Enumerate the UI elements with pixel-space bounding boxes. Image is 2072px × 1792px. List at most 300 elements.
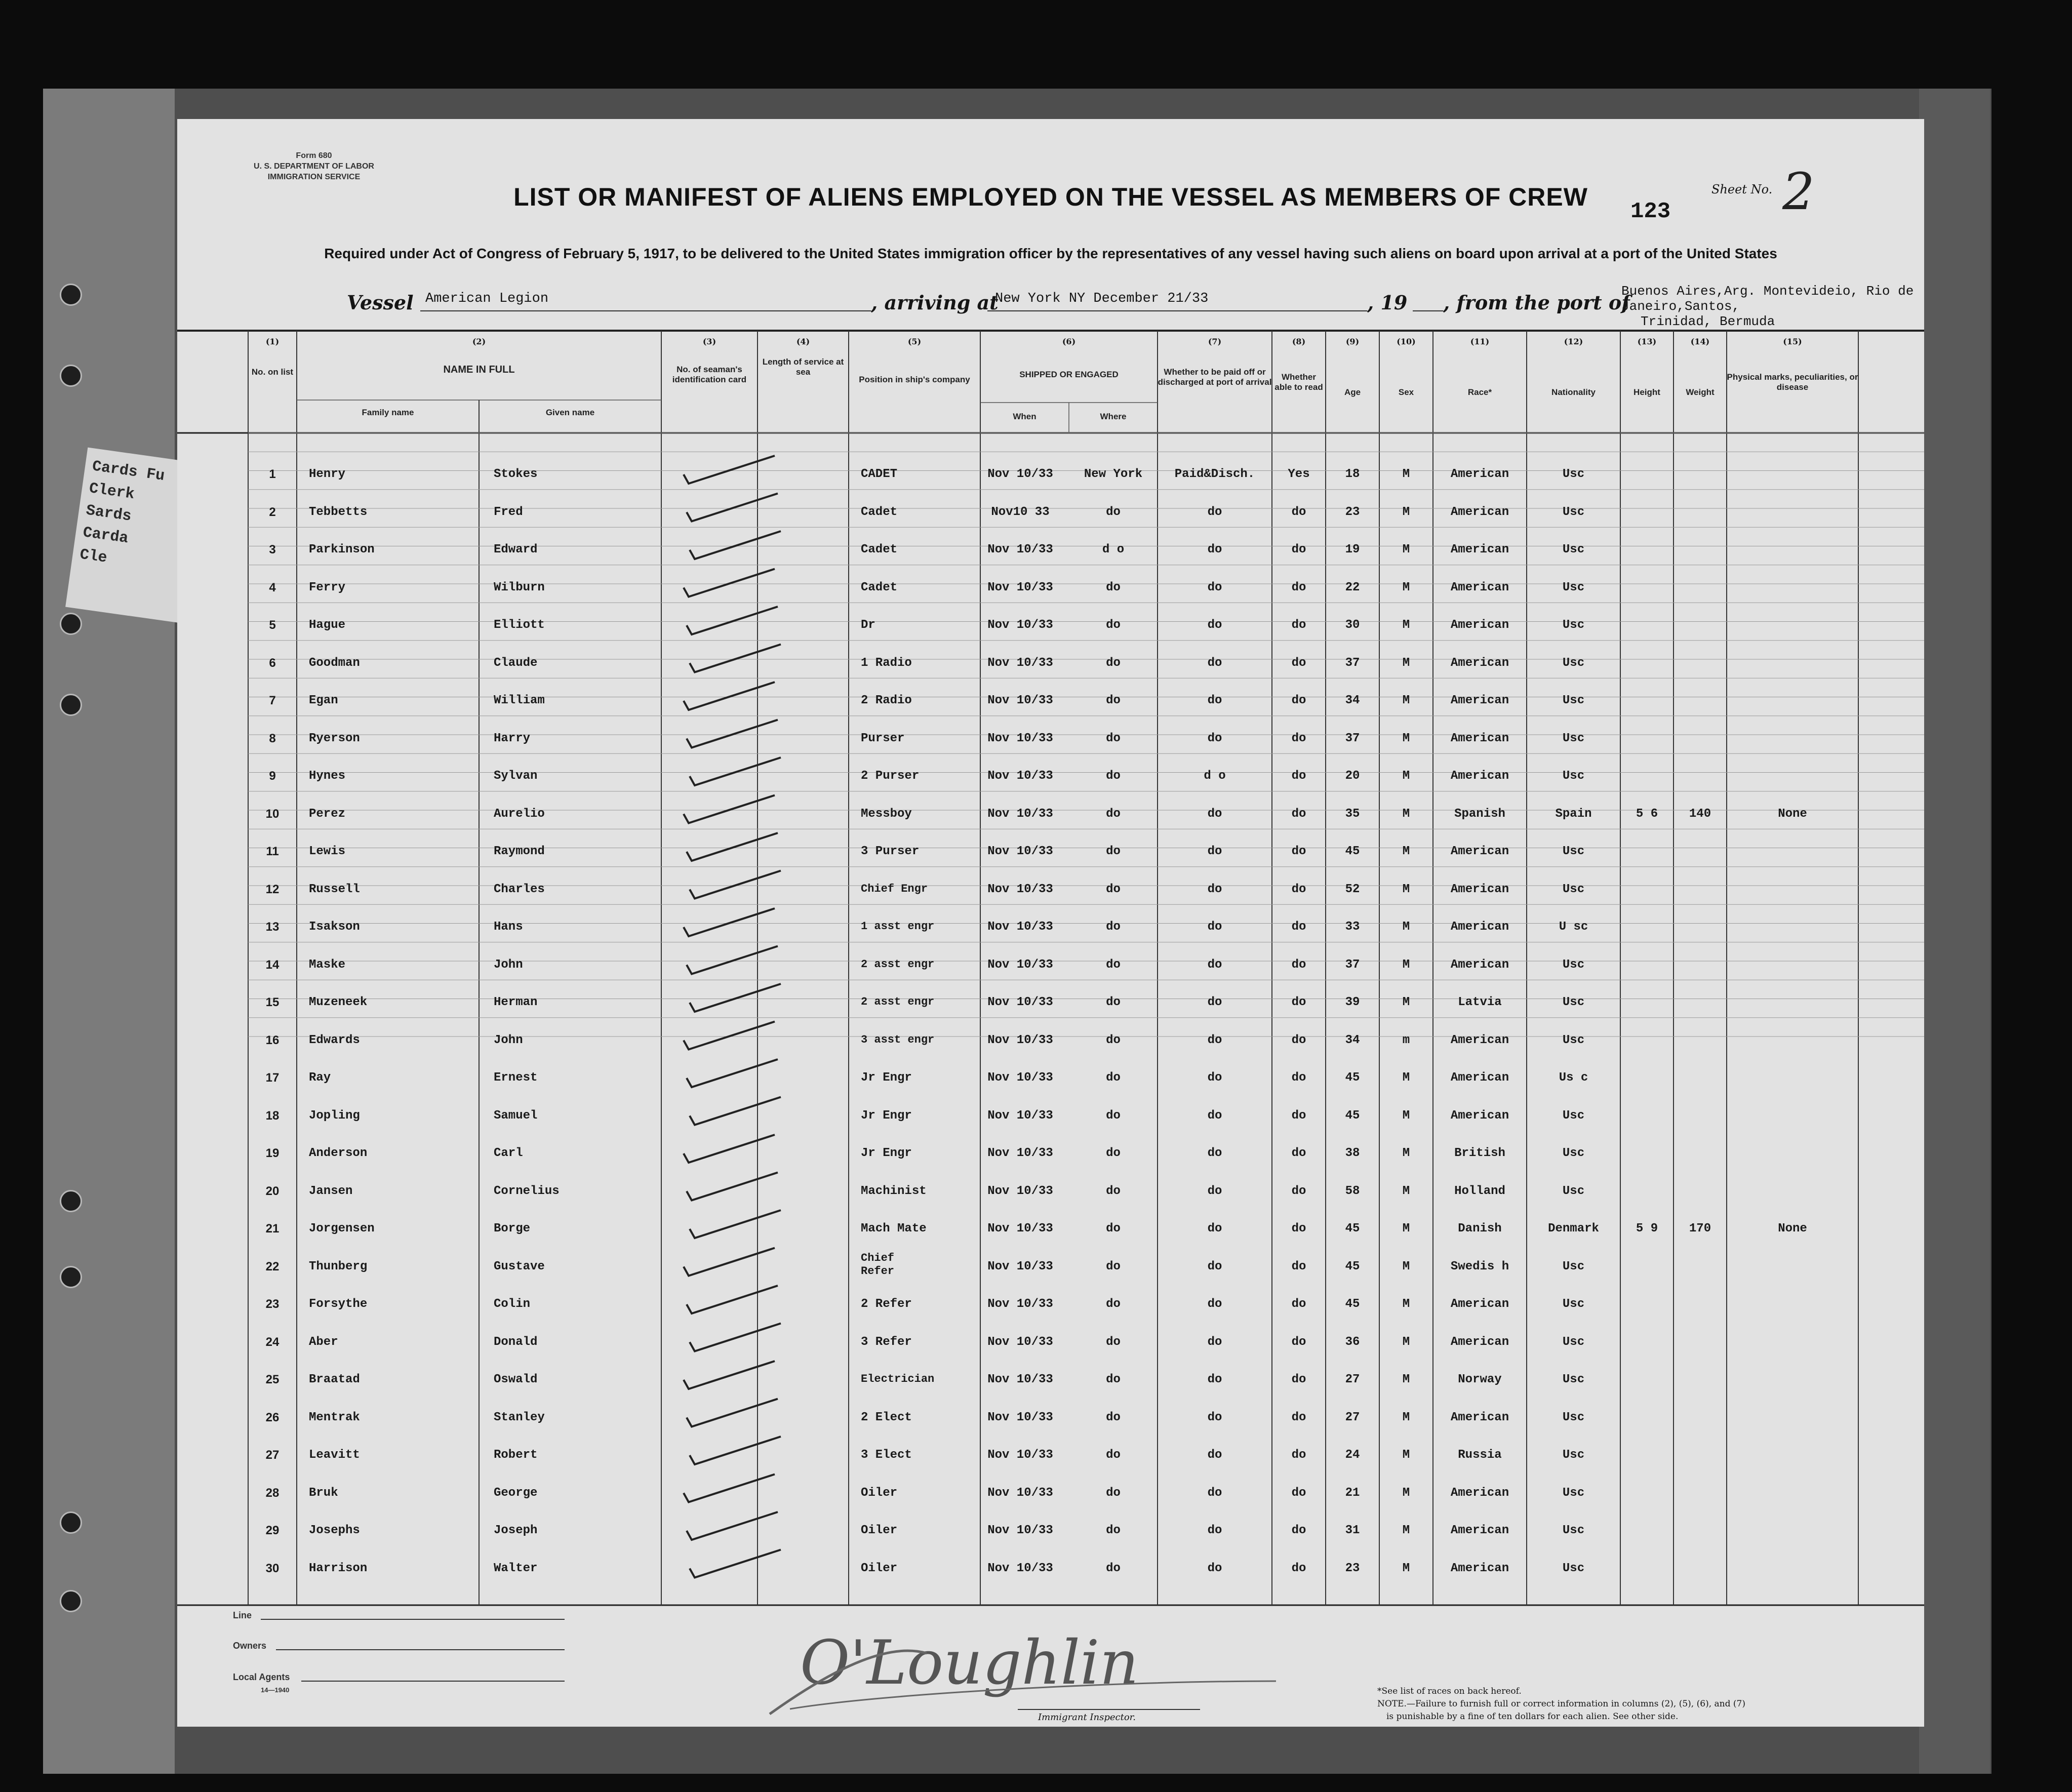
cell-able-to-read: do <box>1291 1297 1306 1311</box>
cell-no: 13 <box>265 920 280 934</box>
cell-age: 23 <box>1345 505 1360 519</box>
cell-when: Nov 10/33 <box>987 1146 1053 1160</box>
cell-no: 4 <box>269 580 276 594</box>
vessel-label: Vessel <box>347 291 414 314</box>
cell-paid-off: do <box>1207 1410 1222 1424</box>
cell-nationality: Usc <box>1562 1184 1585 1198</box>
cell-no: 7 <box>269 694 276 707</box>
cell-where: do <box>1106 1448 1121 1462</box>
cell-paid-off: do <box>1207 807 1222 821</box>
cell-paid-off: do <box>1207 1108 1222 1123</box>
cell-position: Electrician <box>861 1373 935 1385</box>
cell-race: American <box>1450 731 1509 745</box>
cell-able-to-read: do <box>1291 769 1306 783</box>
cell-when: Nov 10/33 <box>987 731 1053 745</box>
cell-sex: M <box>1402 618 1410 632</box>
cell-when: Nov 10/33 <box>987 467 1053 481</box>
cell-nationality: Usc <box>1562 882 1585 896</box>
cell-height: 5 6 <box>1636 807 1658 821</box>
signature-text: O'Loughlin <box>800 1633 1139 1698</box>
cell-position: CADET <box>861 467 898 481</box>
vessel-name: American Legion <box>425 291 549 306</box>
cell-nationality: Usc <box>1562 1448 1585 1462</box>
header-given-name: Given name <box>545 408 595 417</box>
cell-no: 9 <box>269 769 276 783</box>
cell-nationality: Usc <box>1562 1524 1585 1537</box>
cell-position: 2 Elect <box>861 1410 912 1424</box>
cell-position: Oiler <box>861 1524 898 1537</box>
checkmark <box>687 1286 778 1313</box>
cell-family-name: Ray <box>309 1071 331 1085</box>
cell-sex: M <box>1402 1108 1410 1123</box>
binder-hole <box>60 284 82 306</box>
header-length-of-service: Length of service at sea <box>762 357 844 377</box>
cell-age: 20 <box>1345 769 1360 783</box>
cell-given-name: George <box>494 1486 538 1500</box>
cell-nationality: Usc <box>1562 543 1585 556</box>
col-num-7: (7) <box>1208 337 1222 346</box>
cell-able-to-read: do <box>1291 1373 1306 1386</box>
cell-when: Nov 10/33 <box>987 1486 1053 1500</box>
cell-able-to-read: do <box>1291 1259 1306 1273</box>
cell-nationality: Usc <box>1562 845 1585 858</box>
cell-given-name: William <box>494 694 545 707</box>
cell-able-to-read: do <box>1291 656 1306 670</box>
col-num-11: (11) <box>1470 337 1490 346</box>
header-family-name: Family name <box>362 408 414 417</box>
checkmark <box>684 1135 775 1163</box>
cell-family-name: Leavitt <box>309 1448 360 1462</box>
binder-hole <box>60 613 82 635</box>
cell-given-name: Edward <box>494 543 538 556</box>
service-name: IMMIGRATION SERVICE <box>267 173 361 181</box>
checkmark <box>687 833 778 861</box>
cell-sex: m <box>1402 1033 1410 1047</box>
binder-hole <box>60 694 82 716</box>
cell-given-name: Harry <box>494 731 531 745</box>
cell-when: Nov 10/33 <box>987 1222 1053 1236</box>
cell-age: 18 <box>1345 467 1360 481</box>
cell-family-name: Jorgensen <box>309 1222 375 1236</box>
header-age: Age <box>1344 387 1361 397</box>
agents-underline <box>301 1681 565 1682</box>
cell-where: do <box>1106 580 1121 594</box>
cell-where: do <box>1106 1373 1121 1386</box>
cell-family-name: Thunberg <box>309 1259 368 1273</box>
cell-family-name: Harrison <box>309 1561 368 1575</box>
cell-able-to-read: do <box>1291 694 1306 707</box>
cell-family-name: Egan <box>309 694 338 707</box>
cell-where: do <box>1106 618 1121 632</box>
cell-family-name: Ferry <box>309 580 346 594</box>
cell-paid-off: do <box>1207 1184 1222 1198</box>
cell-no: 3 <box>269 543 276 556</box>
cell-able-to-read: do <box>1291 1524 1306 1537</box>
cell-sex: M <box>1402 845 1410 858</box>
cell-position: 2 Radio <box>861 694 912 707</box>
cell-able-to-read: do <box>1291 505 1306 519</box>
cell-where: do <box>1106 1184 1121 1198</box>
cell-nationality: Denmark <box>1548 1222 1599 1236</box>
from-port-label: , from the port of <box>1443 291 1630 314</box>
cell-position: 3 Purser <box>861 845 920 858</box>
cell-given-name: Fred <box>494 505 523 519</box>
cell-able-to-read: do <box>1291 920 1306 934</box>
stamp-line: Carda <box>82 524 130 548</box>
binder-hole <box>60 1266 82 1288</box>
cell-given-name: Colin <box>494 1297 531 1311</box>
cell-paid-off: d o <box>1204 769 1226 783</box>
cell-given-name: Donald <box>494 1335 538 1349</box>
cell-family-name: Josephs <box>309 1524 360 1537</box>
cell-able-to-read: do <box>1291 1184 1306 1198</box>
cell-given-name: Raymond <box>494 845 545 858</box>
header-no-on-list: No. on list <box>251 367 294 377</box>
cell-paid-off: do <box>1207 920 1222 934</box>
cell-position: 2 Refer <box>861 1297 912 1311</box>
cell-paid-off: do <box>1207 882 1222 896</box>
cell-paid-off: do <box>1207 1373 1222 1386</box>
cell-paid-off: do <box>1207 1071 1222 1085</box>
cell-where: do <box>1106 807 1121 821</box>
col-num-10: (10) <box>1397 337 1416 346</box>
cell-when: Nov 10/33 <box>987 1410 1053 1424</box>
cell-nationality: Usc <box>1562 1486 1585 1500</box>
cell-where: do <box>1106 769 1121 783</box>
col-num-14: (14) <box>1690 337 1710 346</box>
cell-no: 24 <box>265 1335 280 1349</box>
seaman-card-checkmarks <box>684 456 781 1578</box>
cell-sex: M <box>1402 882 1410 896</box>
cell-position: 3 Elect <box>861 1448 912 1462</box>
checkmark <box>684 1475 775 1502</box>
cell-when: Nov 10/33 <box>987 1259 1053 1273</box>
cell-sex: M <box>1402 505 1410 519</box>
checkmark <box>687 946 778 974</box>
cell-sex: M <box>1402 769 1410 783</box>
cell-family-name: Isakson <box>309 920 360 934</box>
cell-where: do <box>1106 694 1121 707</box>
cell-where: do <box>1106 958 1121 972</box>
cell-race: Holland <box>1454 1184 1505 1198</box>
cell-physical-marks: None <box>1778 807 1807 821</box>
cell-when: Nov 10/33 <box>987 882 1053 896</box>
cell-race: American <box>1450 543 1509 556</box>
cell-paid-off: do <box>1207 694 1222 707</box>
cell-weight: 140 <box>1689 807 1711 821</box>
cell-given-name: Herman <box>494 995 538 1009</box>
cell-where: do <box>1106 1297 1121 1311</box>
cell-sex: M <box>1402 694 1410 707</box>
cell-sex: M <box>1402 467 1410 481</box>
checkmark <box>684 456 775 484</box>
cell-age: 38 <box>1345 1146 1360 1160</box>
cell-age: 27 <box>1345 1410 1360 1424</box>
cell-sex: M <box>1402 1259 1410 1273</box>
year-label: , 19 <box>1367 291 1408 314</box>
cell-family-name: Lewis <box>309 845 346 858</box>
sheet-number: 2 <box>1782 162 1815 221</box>
cell-sex: M <box>1402 1561 1410 1575</box>
cell-age: 45 <box>1345 1222 1360 1236</box>
cell-given-name: Hans <box>494 920 523 934</box>
cell-when: Nov 10/33 <box>987 958 1053 972</box>
cell-sex: M <box>1402 1373 1410 1386</box>
cell-able-to-read: do <box>1291 1448 1306 1462</box>
checkmark <box>687 1059 778 1087</box>
cell-position: Jr Engr <box>861 1108 912 1123</box>
cell-no: 2 <box>269 505 276 519</box>
cell-when: Nov 10/33 <box>987 618 1053 632</box>
checkmark <box>690 1097 781 1125</box>
header-height: Height <box>1633 387 1660 397</box>
col-num-15: (15) <box>1783 337 1802 346</box>
checkmark <box>690 758 781 785</box>
cell-nationality: Usc <box>1562 694 1585 707</box>
cell-height: 5 9 <box>1636 1222 1658 1236</box>
footnote-penalty-1: NOTE.—Failure to furnish full or correct information in columns (2), (5), (6), and (7) <box>1377 1699 1745 1709</box>
cell-nationality: Spain <box>1555 807 1592 821</box>
cell-age: 34 <box>1345 694 1360 707</box>
cell-family-name: Aber <box>309 1335 338 1349</box>
cell-age: 30 <box>1345 618 1360 632</box>
cell-position: 2 asst engr <box>861 995 935 1008</box>
cell-given-name: Samuel <box>494 1108 538 1123</box>
cell-family-name: Mentrak <box>309 1410 360 1424</box>
cell-able-to-read: do <box>1291 1108 1306 1123</box>
from-ports-line-1: Buenos Aires,Arg. Montevideio, Rio de Janeiro,Santos, <box>1621 284 1914 314</box>
owners-label: Owners <box>233 1641 267 1651</box>
cell-no: 10 <box>265 807 280 821</box>
cell-sex: M <box>1402 731 1410 745</box>
cell-age: 45 <box>1345 1108 1360 1123</box>
binder-hole <box>60 1190 82 1212</box>
cell-where: do <box>1106 1259 1121 1273</box>
checkmark <box>690 1210 781 1238</box>
stamp-line: Cards Fu <box>91 458 166 486</box>
cell-position: Jr Engr <box>861 1071 912 1085</box>
cell-able-to-read: do <box>1291 995 1306 1009</box>
inspector-underline <box>1018 1709 1200 1710</box>
cell-family-name: Muzeneek <box>309 995 368 1009</box>
cell-no: 21 <box>265 1222 280 1236</box>
checkmark <box>690 984 781 1012</box>
checkmark <box>684 795 775 823</box>
cell-position: Cadet <box>861 543 898 556</box>
cell-no: 26 <box>265 1410 280 1424</box>
cell-nationality: Usc <box>1562 656 1585 670</box>
cell-no: 14 <box>265 958 280 972</box>
cell-age: 52 <box>1345 882 1360 896</box>
checkmark <box>684 1361 775 1389</box>
cell-when: Nov 10/33 <box>987 1071 1053 1085</box>
cell-paid-off: do <box>1207 543 1222 556</box>
cell-race: American <box>1450 505 1509 519</box>
cell-nationality: Usc <box>1562 731 1585 745</box>
cell-position: Oiler <box>861 1561 898 1575</box>
checkmark <box>687 720 778 748</box>
cell-given-name: Stokes <box>494 467 538 481</box>
col-num-4: (4) <box>796 337 810 346</box>
footnote-races: *See list of races on back hereof. <box>1377 1686 1522 1696</box>
cell-given-name: Cornelius <box>494 1184 560 1198</box>
cell-when: Nov 10/33 <box>987 543 1053 556</box>
cell-paid-off: do <box>1207 505 1222 519</box>
cell-race: American <box>1450 1486 1509 1500</box>
cell-able-to-read: do <box>1291 618 1306 632</box>
cell-race: Danish <box>1458 1222 1502 1236</box>
page-title: LIST OR MANIFEST OF ALIENS EMPLOYED ON THE VESSEL AS MEMBERS OF CREW <box>513 183 1588 211</box>
footnote-penalty-2: is punishable by a fine of ten dollars for each alien. See other side. <box>1386 1711 1679 1722</box>
cell-paid-off: do <box>1207 656 1222 670</box>
cell-nationality: Usc <box>1562 1561 1585 1575</box>
cell-given-name: Robert <box>494 1448 538 1462</box>
cell-where: do <box>1106 1335 1121 1349</box>
col-num-9: (9) <box>1345 337 1360 346</box>
cell-position: Messboy <box>861 807 912 821</box>
cell-paid-off: do <box>1207 1335 1222 1349</box>
cell-able-to-read: do <box>1291 1410 1306 1424</box>
cell-race: American <box>1450 1524 1509 1537</box>
header-sex: Sex <box>1398 387 1414 397</box>
cell-where: do <box>1106 882 1121 896</box>
cell-nationality: Usc <box>1562 618 1585 632</box>
cell-position: Jr Engr <box>861 1146 912 1160</box>
cell-race: American <box>1450 580 1509 594</box>
header-paid-off: Whether to be paid off or discharged at port of arrival <box>1158 367 1272 387</box>
header-when: When <box>1013 412 1037 421</box>
cell-sex: M <box>1402 1448 1410 1462</box>
checkmark <box>687 1399 778 1427</box>
cell-nationality: Usc <box>1562 1297 1585 1311</box>
cell-paid-off: do <box>1207 1524 1222 1537</box>
cell-given-name: Stanley <box>494 1410 545 1424</box>
header-shipped-or-engaged: SHIPPED OR ENGAGED <box>1019 370 1119 379</box>
department-name: U. S. DEPARTMENT OF LABOR <box>254 162 374 171</box>
cell-able-to-read: do <box>1291 1071 1306 1085</box>
cell-able-to-read: do <box>1291 807 1306 821</box>
cell-physical-marks: None <box>1778 1222 1807 1236</box>
cell-position: Purser <box>861 731 905 745</box>
cell-given-name: Walter <box>494 1561 538 1575</box>
cell-sex: M <box>1402 995 1410 1009</box>
col-num-5: (5) <box>907 337 922 346</box>
cell-age: 58 <box>1345 1184 1360 1198</box>
cell-when: Nov 10/33 <box>987 1184 1053 1198</box>
cell-family-name: Maske <box>309 958 346 972</box>
cell-position: Cadet <box>861 505 898 519</box>
cell-no: 11 <box>266 845 279 858</box>
cell-sex: M <box>1402 1184 1410 1198</box>
cell-race: American <box>1450 845 1509 858</box>
cell-able-to-read: do <box>1291 958 1306 972</box>
cell-able-to-read: do <box>1291 1486 1306 1500</box>
header-race: Race* <box>1467 387 1492 397</box>
cell-nationality: Usc <box>1562 580 1585 594</box>
cell-family-name: Perez <box>309 807 346 821</box>
cell-position: Mach Mate <box>861 1222 927 1236</box>
cell-nationality: Usc <box>1562 1108 1585 1123</box>
cell-position: 1 Radio <box>861 656 912 670</box>
cell-able-to-read: do <box>1291 580 1306 594</box>
checkmark <box>687 494 778 522</box>
cell-family-name: Bruk <box>309 1486 338 1500</box>
cell-age: 31 <box>1345 1524 1360 1537</box>
col-num-13: (13) <box>1637 337 1657 346</box>
cell-when: Nov 10/33 <box>987 845 1053 858</box>
cell-sex: M <box>1402 1486 1410 1500</box>
cell-family-name: Jansen <box>309 1184 353 1198</box>
stamp-line: Sards <box>85 502 133 526</box>
cell-paid-off: do <box>1207 1561 1222 1575</box>
col-num-12: (12) <box>1564 337 1583 346</box>
cell-position: Cadet <box>861 580 898 594</box>
cell-no: 27 <box>265 1448 280 1462</box>
cell-paid-off: do <box>1207 1448 1222 1462</box>
cell-position: 2 Purser <box>861 769 920 783</box>
cell-where: do <box>1106 1108 1121 1123</box>
cell-where: do <box>1106 1071 1121 1085</box>
header-physical-marks: Physical marks, peculiarities, or disease <box>1727 372 1858 392</box>
checkmark <box>690 645 781 672</box>
cell-age: 45 <box>1345 1259 1360 1273</box>
cell-given-name: Oswald <box>494 1373 538 1386</box>
cell-position: Oiler <box>861 1486 898 1500</box>
cell-no: 16 <box>265 1033 280 1047</box>
cell-nationality: Usc <box>1562 1373 1585 1386</box>
cell-race: Swedis h <box>1450 1259 1509 1273</box>
cell-able-to-read: do <box>1291 845 1306 858</box>
cell-given-name: John <box>494 1033 523 1047</box>
inspector-signature <box>760 1633 1367 1719</box>
cell-where: do <box>1106 656 1121 670</box>
cell-no: 23 <box>265 1297 280 1311</box>
cell-race: American <box>1450 1335 1509 1349</box>
cell-no: 15 <box>265 995 280 1009</box>
cell-nationality: Usc <box>1562 467 1585 481</box>
cell-where: do <box>1106 920 1121 934</box>
cell-position: 1 asst engr <box>861 920 935 933</box>
cell-given-name: Carl <box>494 1146 523 1160</box>
cell-paid-off: do <box>1207 1486 1222 1500</box>
cell-when: Nov 10/33 <box>987 1561 1053 1575</box>
cell-nationality: Usc <box>1562 1410 1585 1424</box>
cell-where: do <box>1106 1486 1121 1500</box>
cell-family-name: Jopling <box>309 1108 360 1123</box>
from-ports-line-2: Trinidad, Bermuda <box>1641 314 1775 329</box>
checkmark <box>684 1248 775 1276</box>
inspector-label: Immigrant Inspector. <box>1038 1712 1136 1723</box>
cell-when: Nov 10/33 <box>987 769 1053 783</box>
cell-paid-off: do <box>1207 1146 1222 1160</box>
cell-paid-off: do <box>1207 731 1222 745</box>
cell-able-to-read: do <box>1291 1561 1306 1575</box>
cell-paid-off: Paid&Disch. <box>1174 467 1255 481</box>
cell-given-name: Claude <box>494 656 538 670</box>
cell-family-name: Ryerson <box>309 731 360 745</box>
cell-race: Spanish <box>1454 807 1505 821</box>
cell-family-name: Braatad <box>309 1373 360 1386</box>
cell-race: American <box>1450 1297 1509 1311</box>
header-weight: Weight <box>1686 387 1715 397</box>
cell-sex: M <box>1402 920 1410 934</box>
cell-race: American <box>1450 882 1509 896</box>
cell-family-name: Hynes <box>309 769 346 783</box>
cell-paid-off: do <box>1207 580 1222 594</box>
cell-nationality: Usc <box>1562 1146 1585 1160</box>
cell-where: do <box>1106 731 1121 745</box>
header-able-to-read: Whether able to read <box>1274 372 1323 392</box>
